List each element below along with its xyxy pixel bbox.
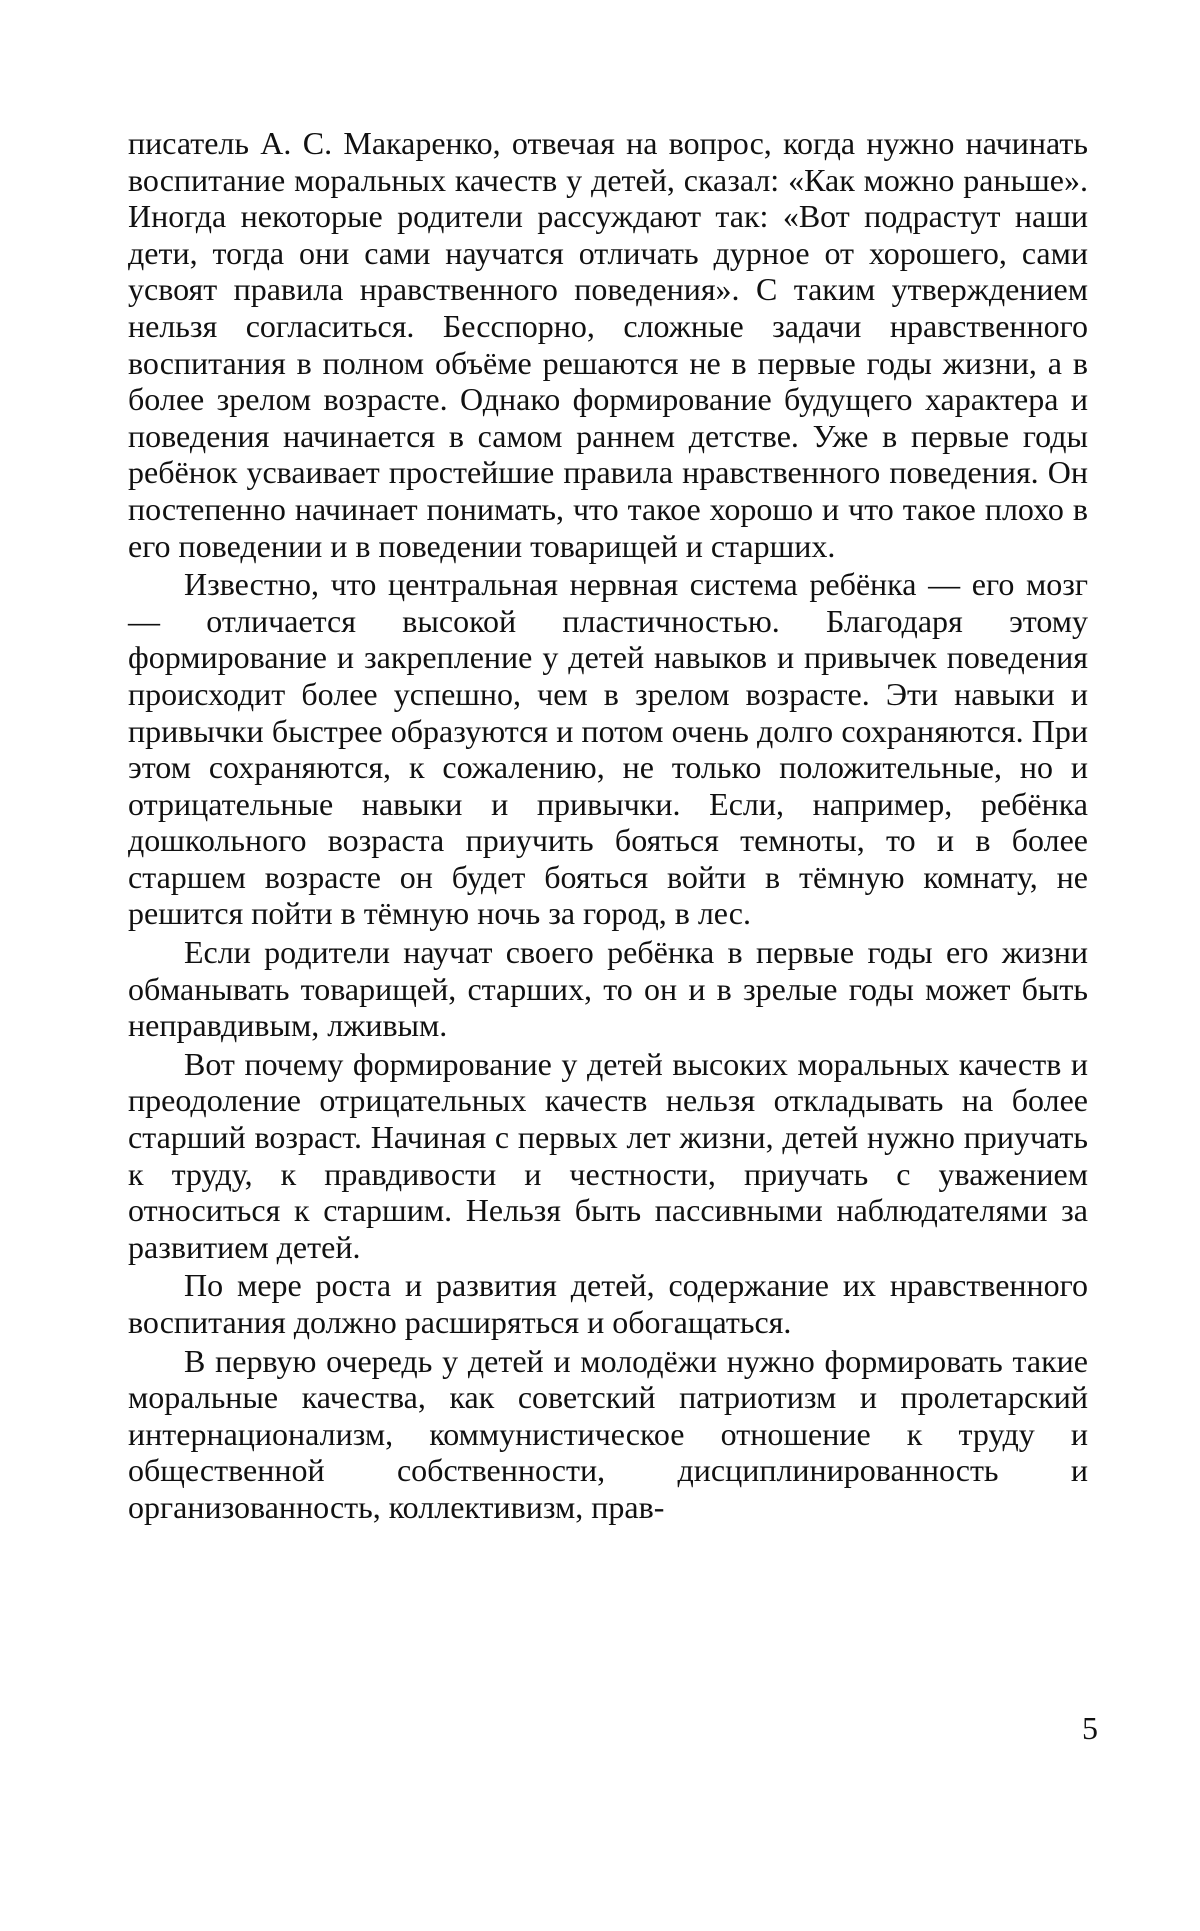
paragraph-1: писатель А. С. Макаренко, отвечая на вопрос, когда нужно начинать воспитание моральных качеств у детей, сказал: «Как можно раньше». Иногда некоторые родители рассуждают так: «Вот подрастут наши дети, тогда они сами научатся отличать дурное от хорошего, сами усвоят правила нравственного поведения». С таким утверждением нельзя согласиться. Бесспорно, сложные задачи нравственного воспитания в полном объёме решаются не в первые годы жизни, а в более зрелом возрасте. Однако формирование будущего характера и поведения начинается в самом раннем детстве. Уже в первые годы ребёнок усваивает простейшие правила нравственного поведения. Он постепенно начинает понимать, что такое хорошо и что такое плохо в его поведении и в поведении товарищей и старших. bbox=[128, 125, 1088, 564]
paragraph-6: В первую очередь у детей и молодёжи нужно формировать такие моральные качества, как советский патриотизм и пролетарский интернационализм, коммунистическое отношение к труду и общественной собственности, дисциплинированность и организованность, коллективизм, прав- bbox=[128, 1342, 1088, 1525]
paragraph-5: По мере роста и развития детей, содержание их нравственного воспитания должно расширяться и обогащаться. bbox=[128, 1267, 1088, 1340]
paragraph-4: Вот почему формирование у детей высоких моральных качеств и преодоление отрицательных качеств нельзя откладывать на более старший возраст. Начиная с первых лет жизни, детей нужно приучать к труду, к правдивости и честности, приучать с уважением относиться к старшим. Нельзя быть пассивными наблюдателями за развитием детей. bbox=[128, 1045, 1088, 1265]
page-body bbox=[128, 125, 1088, 1526]
page-number: 5 bbox=[1082, 1710, 1098, 1746]
paragraph-3: Если родители научат своего ребёнка в первые годы его жизни обманывать товарищей, старших, то он и в зрелые годы может быть неправдивым, лживым. bbox=[128, 934, 1088, 1044]
paragraph-2: Известно, что центральная нервная система ребёнка — его мозг — отличается высокой пластичностью. Благодаря этому формирование и закрепление у детей навыков и привычек поведения происходит более успешно, чем в зрелом возрасте. Эти навыки и привычки быстрее образуются и потом очень долго сохраняются. При этом сохраняются, к сожалению, не только положительные, но и отрицательные навыки и привычки. Если, например, ребёнка дошкольного возраста приучить бояться темноты, то и в более старшем возрасте он будет бояться войти в тёмную комнату, не решится пойти в тёмную ночь за город, в лес. bbox=[128, 566, 1088, 932]
